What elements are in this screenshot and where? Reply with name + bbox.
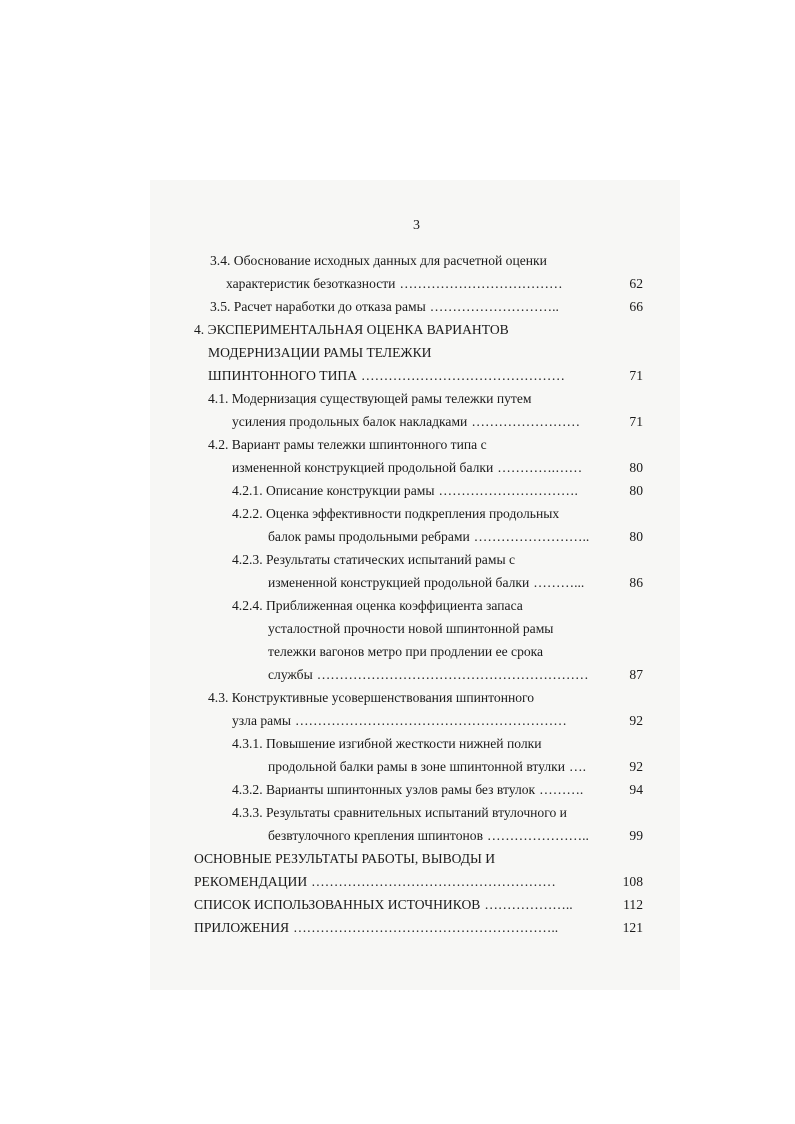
- toc-entry-text: 4. ЭКСПЕРИМЕНТАЛЬНАЯ ОЦЕНКА ВАРИАНТОВ: [194, 322, 509, 337]
- toc-entry-text: измененной конструкцией продольной балки: [268, 575, 530, 590]
- toc-entry-text: 4.2.3. Результаты статических испытаний рамы с: [232, 552, 516, 567]
- toc-leader-dots: ……………………………………………………: [316, 667, 589, 682]
- toc-page-number: 66: [629, 299, 643, 314]
- toc-entry-text: усиления продольных балок накладками: [232, 414, 468, 429]
- toc-entry-text: СПИСОК ИСПОЛЬЗОВАННЫХ ИСТОЧНИКОВ: [194, 897, 481, 912]
- toc-entry-text: балок рамы продольными ребрами: [268, 529, 470, 544]
- toc-page-number: 80: [629, 483, 643, 498]
- toc-entry-text: безвтулочного крепления шпинтонов: [268, 828, 483, 843]
- toc-leader-dots: ………………..: [484, 897, 573, 912]
- toc-entry-text: измененной конструкцией продольной балки: [232, 460, 494, 475]
- toc-page-number: 112: [623, 897, 643, 912]
- toc-leader-dots: ……………………..: [473, 529, 590, 544]
- toc-page-number: 80: [629, 529, 643, 544]
- toc-leader-dots: ……………………………………………………: [294, 713, 567, 728]
- toc-leader-dots: ………………………….: [438, 483, 578, 498]
- toc-page-number: 94: [629, 782, 643, 797]
- toc-entry-text: ОСНОВНЫЕ РЕЗУЛЬТАТЫ РАБОТЫ, ВЫВОДЫ И: [194, 851, 496, 866]
- toc-entry-text: 4.3. Конструктивные усовершенствования шпинтонного: [208, 690, 535, 705]
- toc-entry-text: ШПИНТОННОГО ТИПА: [208, 368, 358, 383]
- toc-entry-text: 4.2.2. Оценка эффективности подкрепления продольных: [232, 506, 560, 521]
- toc-entry-text: 4.2. Вариант рамы тележки шпинтонного типа с: [208, 437, 487, 452]
- toc-entry-text: усталостной прочности новой шпинтонной рамы: [268, 621, 554, 636]
- toc-entry-text: 4.2.4. Приближенная оценка коэффициента запаса: [232, 598, 523, 613]
- toc-entry-text: характеристик безотказности: [226, 276, 396, 291]
- toc-entry-text: узла рамы: [232, 713, 291, 728]
- toc-page-number: 121: [622, 920, 643, 935]
- toc-page-number: 62: [629, 276, 643, 291]
- toc-page-number: 86: [629, 575, 643, 590]
- toc-page-number: 108: [622, 874, 643, 889]
- toc-page-number: 80: [629, 460, 643, 475]
- toc-entry-text: 4.3.1. Повышение изгибной жесткости нижней полки: [232, 736, 542, 751]
- toc-page-number: 92: [629, 759, 643, 774]
- toc-entry-text: ПРИЛОЖЕНИЯ: [194, 920, 290, 935]
- toc-page-number: 71: [629, 414, 643, 429]
- page-number: 3: [413, 218, 420, 233]
- toc-page-number: 71: [629, 368, 643, 383]
- toc-entry-text: службы: [268, 667, 313, 682]
- toc-entry-text: 4.3.3. Результаты сравнительных испытаний втулочного и: [232, 805, 567, 820]
- toc-leader-dots: ………………………………: [399, 276, 563, 291]
- toc-leader-dots: ………….……: [497, 460, 583, 475]
- toc-entry-text: продольной балки рамы в зоне шпинтонной втулки: [268, 759, 566, 774]
- toc-entry-text: 3.5. Расчет наработки до отказа рамы: [210, 299, 426, 314]
- toc-leader-dots: …………………………………………………..: [293, 920, 559, 935]
- toc-leader-dots: …………………..: [486, 828, 589, 843]
- toc-page-number: 99: [629, 828, 643, 843]
- toc-leader-dots: ………………………………………: [361, 368, 565, 383]
- toc-entry-text: МОДЕРНИЗАЦИИ РАМЫ ТЕЛЕЖКИ: [208, 345, 432, 360]
- toc-entry-text: 4.1. Модернизация существующей рамы тележки путем: [208, 391, 532, 406]
- toc-page-number: 92: [629, 713, 643, 728]
- toc-leader-dots: ….: [569, 759, 587, 774]
- toc-entry-text: 3.4. Обоснование исходных данных для расчетной оценки: [210, 253, 547, 268]
- toc-leader-dots: ……………………: [471, 414, 581, 429]
- toc-entry-text: тележки вагонов метро при продлении ее срока: [268, 644, 544, 659]
- toc-leader-dots: ………………………..: [429, 299, 559, 314]
- toc-leader-dots: ……….: [539, 782, 584, 797]
- toc-entry-text: 4.2.1. Описание конструкции рамы: [232, 483, 435, 498]
- toc-entry-text: РЕКОМЕНДАЦИИ: [194, 874, 308, 889]
- toc-entry-text: 4.3.2. Варианты шпинтонных узлов рамы без втулок: [232, 782, 536, 797]
- toc-page-number: 87: [629, 667, 643, 682]
- toc-leader-dots: ………...: [533, 575, 585, 590]
- toc-leader-dots: ………………………………………………: [311, 874, 556, 889]
